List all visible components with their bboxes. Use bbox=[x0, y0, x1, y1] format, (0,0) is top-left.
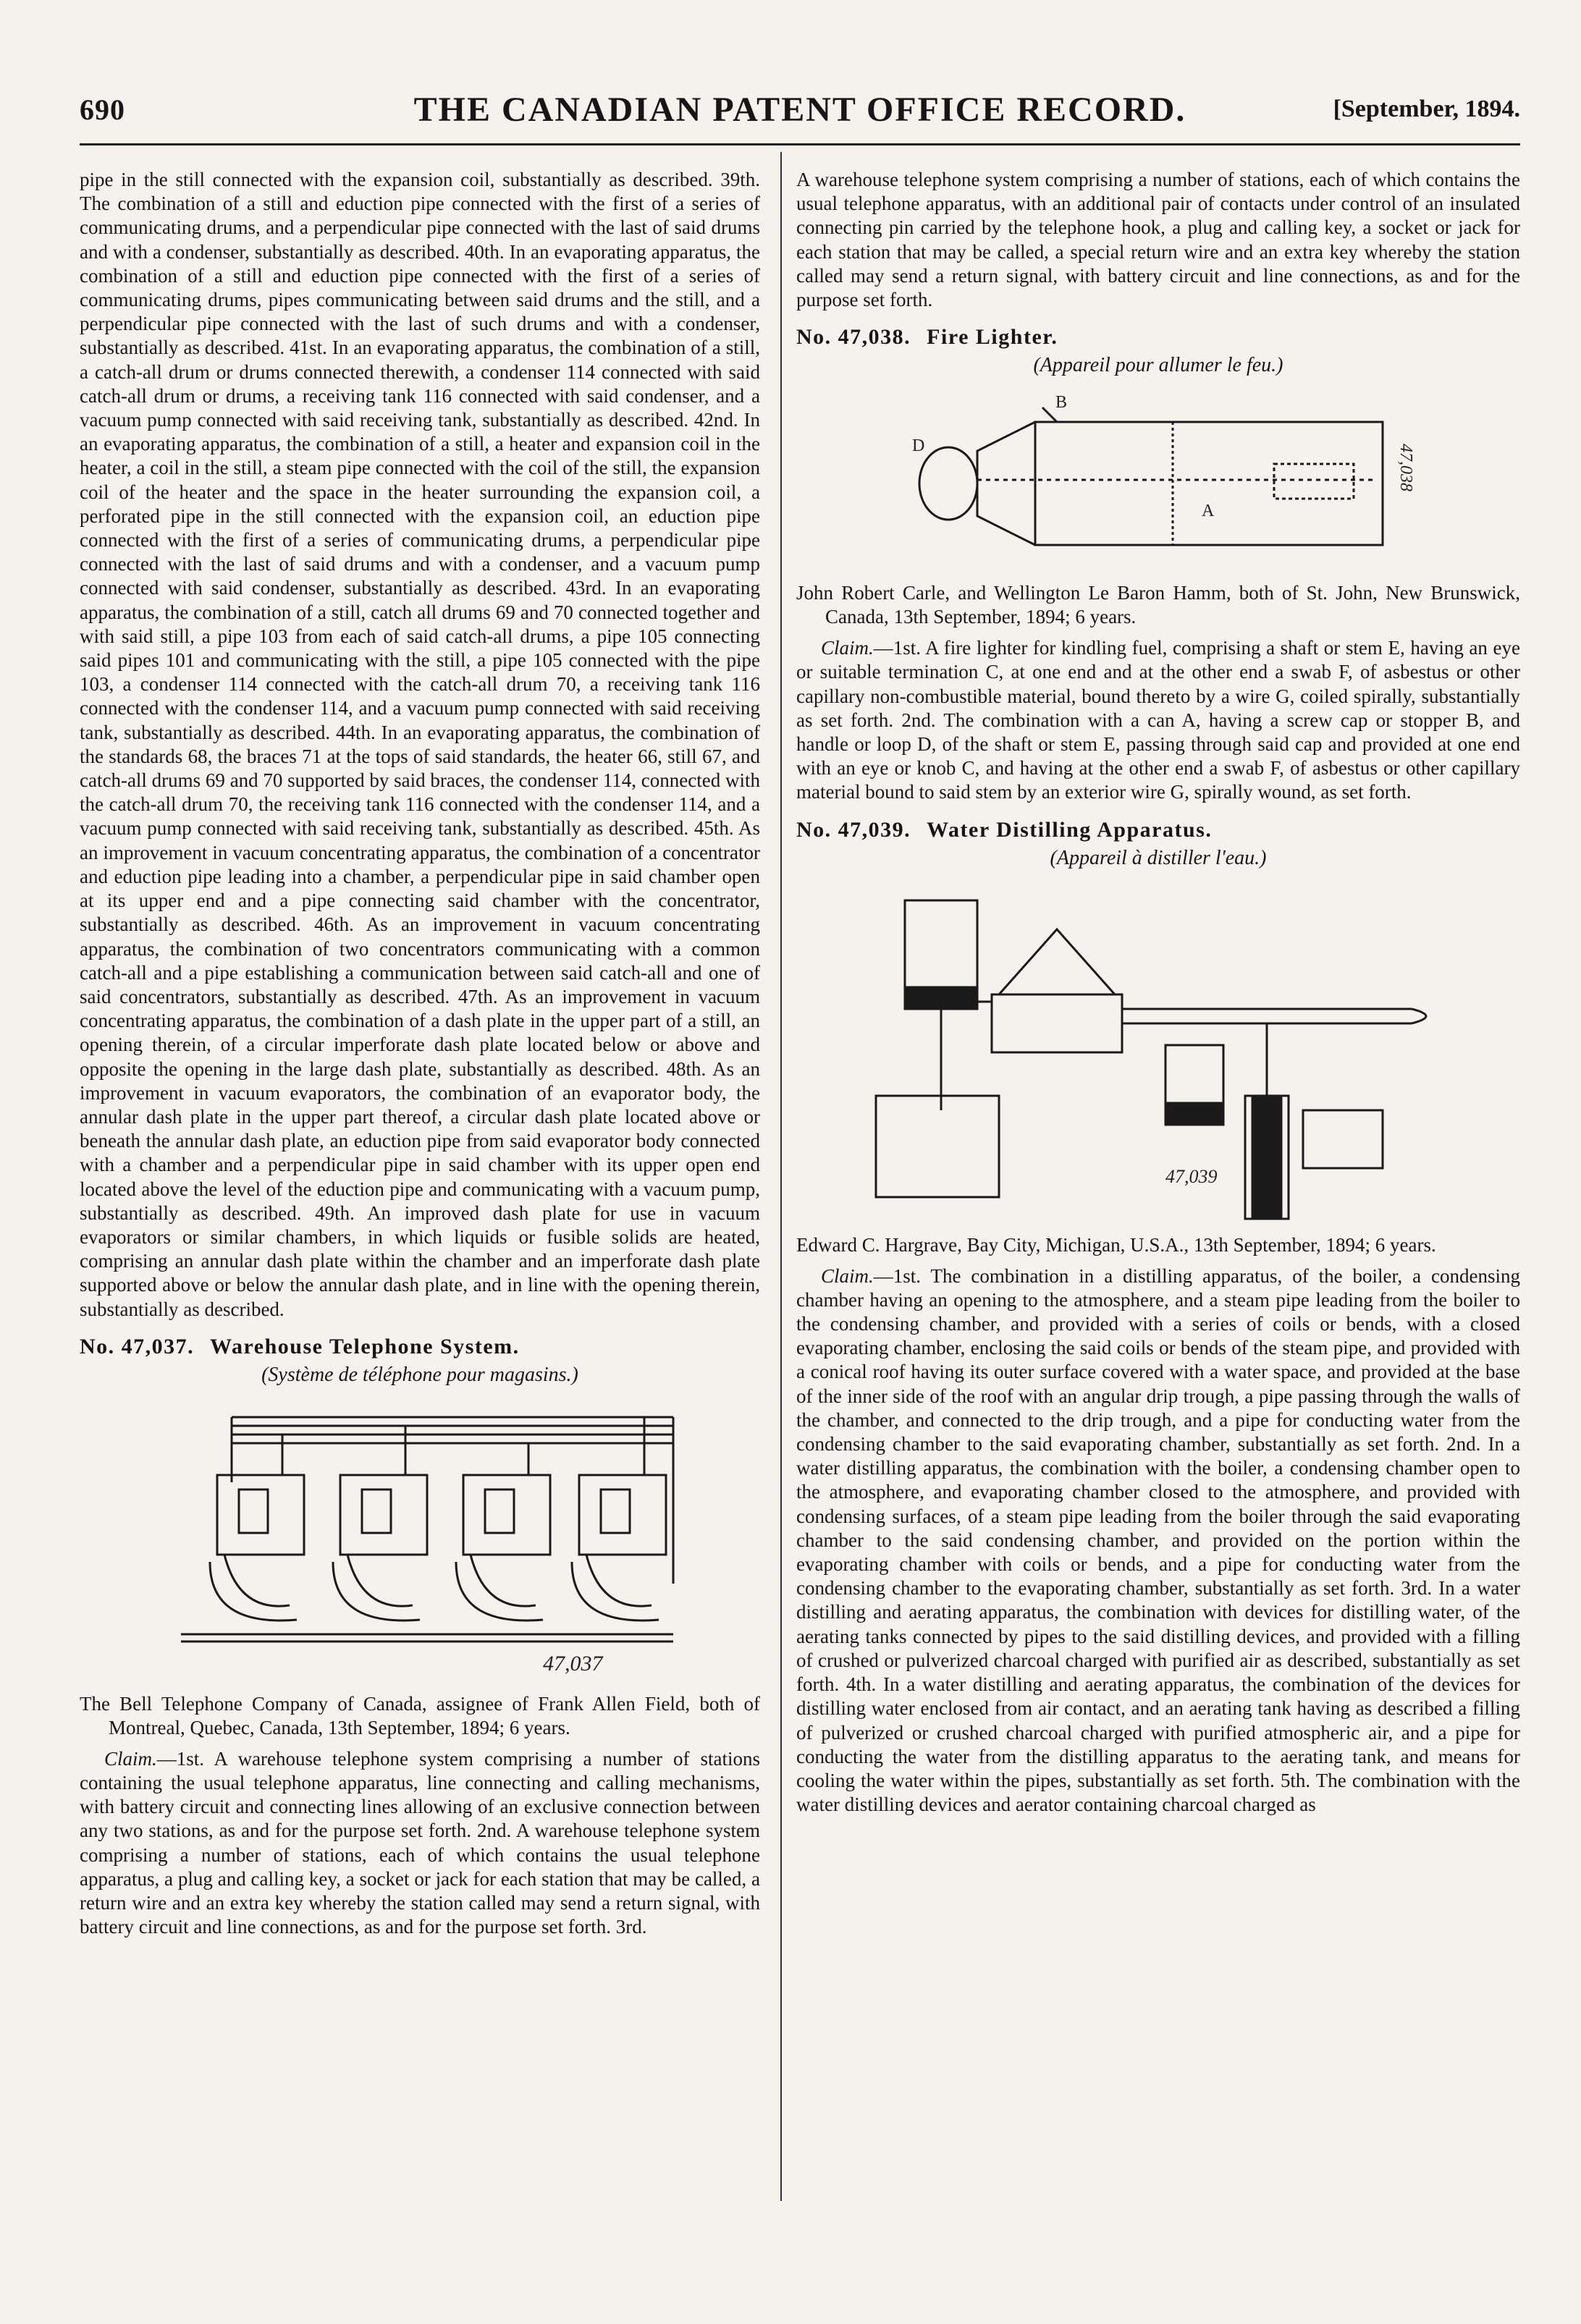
journal-title: THE CANADIAN PATENT OFFICE RECORD. bbox=[413, 90, 1186, 129]
svg-text:A: A bbox=[1202, 502, 1215, 521]
patent-number: No. 47,039. bbox=[796, 817, 911, 842]
patent-inventor: The Bell Telephone Company of Canada, assignee of Frank Allen Field, both of Montreal, Quebec, Canada, 13th September, 1894; 6 years. bbox=[80, 1692, 760, 1738]
patent-number: No. 47,037. bbox=[80, 1334, 195, 1359]
claim-text: —1st. The combination in a distilling apparatus, of the boiler, a condensing chamber having an opening to the atmosphere, and a steam pipe leading from the boiler to the condensing chamber, and provided with a series of coils or bends, with a closed evaporating chamber, enclosing the said coils or bends of the steam pipe, and provided with a conical roof having its outer surface covered with a water space, and provided at the base of the inner side of the roof with an angular drip trough, a pipe passing through the walls of the chamber, and connected to the drip trough, and a pipe for conducting water from the condensing chamber to the said evaporating chamber, substantially as set forth. 2nd. In a water distilling apparatus, the combination with the boiler, a condensing chamber open to the atmosphere, and evaporating chamber closed to the atmosphere, and provided with condensing surfaces, of a steam pipe leading from the boiler through the said evaporating chamber to the said condensing chamber, and provided on the portion within the evaporating chamber with coils or bends, and a pipe for conducting water from the condensing chamber to the evaporating chamber, substantially as set forth. 3rd. In a water distilling and aerating apparatus, the combination with devices for distilling water, of the aerating tanks connected by pipes to the said distilling devices, and provided with a filling of crushed or pulverized charcoal charged with purified air as described, substantially as set forth. 4th. In a water distilling and aerating apparatus, the combination of the devices for distilling water enclosed from air contact, and an aerating tank having as described a filling of pulverized or crushed charcoal charged with purified atmospheric air, and a pipe for conducting the water from the distilling apparatus to the aerating tank, and means for cooling the water within the pipes, substantially as set forth. 5th. The combination with the water distilling devices and aerator containing charcoal charged as bbox=[796, 1264, 1520, 1816]
patent-french-title: (Appareil à distiller l'eau.) bbox=[1050, 846, 1267, 869]
patent-claims bbox=[796, 636, 1520, 804]
page-number: 690 bbox=[80, 93, 125, 126]
patent-french-title: (Système de téléphone pour magasins.) bbox=[261, 1363, 578, 1386]
patent-title: Water Distilling Apparatus. bbox=[927, 817, 1213, 842]
patent-claims bbox=[796, 1264, 1520, 1817]
telephone-system-figure bbox=[138, 1395, 702, 1685]
svg-text:D: D bbox=[912, 436, 925, 456]
right-column bbox=[796, 168, 1520, 1817]
claim-label: Claim. bbox=[104, 1747, 157, 1770]
continued-claims-text: pipe in the still connected with the expansion coil, substantially as described. 39th. The combination of a still and eduction pipe connected with the first of a series of communicating drums, and a perpendicular pipe connected with the last of said drums and with a condenser, substantially as described. 40th. In an evaporating apparatus, the combination of a still and eduction pipe connected with the first of a series of communicating drums, pipes communicating between said drums and the still, and a perpendicular pipe connected with the last of such drums and with a condenser, substantially as described. 41st. In an evaporating apparatus, the combination of a still, a catch-all drum or drums connected therewith, a condenser 114 connected with said catch-all drum or drums, a receiving tank 116 connected with said condenser, and a vacuum pump connected with said receiving tank, substantially as described. 42nd. In an evaporating apparatus, the combination of a still, a heater and expansion coil in the heater, a coil in the still, a steam pipe connected with the coil of the still, the expansion coil of the heater and the space in the heater surrounding the expansion coil, a perforated pipe in the still connected with the expansion coil, an eduction pipe connected with the first of a series of communicating drums, a perpendicular pipe connected with the last of said drums and with a condenser, and a vacuum pump connected with said condenser, substantially as described. 43rd. In an evaporating apparatus, the combination of a still, catch all drums 69 and 70 connected together and with said still, a pipe 103 from each of said catch-all drums, a pipe 105 connecting said pipes 101 and communicating with the still, a pipe 105 connected with the pipe 103, a condenser 114 connected with the catch-all drum 70, a receiving tank 116 connected with the condenser 114, and a vacuum pump connected with said receiving tank, substantially as described. 44th. In an evaporating apparatus, the combination of the standards 68, the braces 71 at the tops of said standards, the heater 66, still 67, and catch-all drums 69 and 70 supported by said braces, the condenser 114, connected with the catch-all drum 70, the receiving tank 116 connected with the condenser 114, and a vacuum pump connected with said receiving tank, substantially as described. 45th. As an improvement in vacuum concentrating apparatus, the combination of a concentrator and eduction pipe leading into a chamber, a perpendicular pipe in said chamber open at its upper end and a pipe connecting said chamber with the concentrator, substantially as described. 46th. As an improvement in vacuum concentrating apparatus, the combination of two concentrators communicating with a common catch-all and a pipe establishing a communication between said catch-all and one of said concentrators, substantially as described. 47th. As an improvement in vacuum concentrating apparatus, the combination of a dash plate in the upper part of a still, an opening therein, of a circular imperforate dash plate located below or above and opposite the opening in the large dash plate, substantially as described. 48th. As an improvement in vacuum evaporators, the combination of an evaporator body, the annular dash plate in the upper part thereof, a circular dash plate located above or beneath the annular dash plate, an eduction pipe from said evaporator body connected with a chamber and a perpendicular pipe in said chamber with its upper open end located above the level of the eduction pipe and communicating with a vacuum pump, substantially as described. 49th. An improved dash plate for use in vacuum evaporators or similar chambers, in which liquids or fusible solids are heated, comprising an annular dash plate within the chamber and an imperforate dash plate supported above or below the annular dash plate, and in line with the opening therein, substantially as described. bbox=[80, 169, 760, 1320]
patent-inventor: John Robert Carle, and Wellington Le Baron Hamm, both of St. John, New Brunswick, Canada, 13th September, 1894; 6 years. bbox=[796, 582, 1520, 628]
patent-number: No. 47,038. bbox=[796, 325, 911, 350]
claim-text: —1st. A warehouse telephone system comprising a number of stations containing the usual telephone apparatus, line connecting and calling mechanisms, with battery circuit and connecting lines allowing of an exclusive connection between any two stations, as and for the purpose set forth. 2nd. A warehouse telephone system comprising a number of stations, each of which contains the usual telephone apparatus, a plug and calling key, a socket or jack for each station that may be called, a return wire and an extra key whereby the station called may send a return signal, with battery circuit and line connections, as and for the purpose set forth. 3rd. bbox=[80, 1747, 760, 1938]
patent-title: Fire Lighter. bbox=[927, 325, 1058, 350]
continued-claims-text-right: A warehouse telephone system comprising a number of stations, each of which contains the usual telephone apparatus, with an additional pair of contacts under control of an insulated connecting pin carried by the telephone hook, a plug and calling key, a socket or jack for each station that may be called, a special return wire and an extra key whereby the station called may send a return signal, with battery circuit and line connections, as and for the purpose set forth. bbox=[796, 169, 1520, 311]
figure-label: 47,037 bbox=[543, 1651, 603, 1676]
water-distilling-figure bbox=[861, 879, 1455, 1226]
patent-claims bbox=[80, 1747, 760, 1940]
claim-text: —1st. A fire lighter for kindling fuel, comprising a shaft or stem E, having an eye or suitable termination C, at one end and at the other end a swab F, of asbestus or other capillary non-combustible material, bound thereto by a wire G, coiled spirally, substantially as set forth. 2nd. The combination with a can A, having a screw cap or stopper B, and handle or loop D, of the shaft or stem E, passing through said cap and provided at one end with an eye or knob C, and having at the other end a swab F, of asbestus or other capillary material bound to said stem by an exterior wire G, spirally wound, as set forth. bbox=[796, 637, 1520, 803]
patent-inventor: Edward C. Hargrave, Bay City, Michigan, U.S.A., 13th September, 1894; 6 years. bbox=[796, 1233, 1436, 1256]
figure-label: 47,039 bbox=[1165, 1165, 1218, 1187]
fire-lighter-figure bbox=[869, 386, 1448, 574]
header-rule bbox=[80, 143, 1520, 145]
patent-title: Warehouse Telephone System. bbox=[210, 1334, 520, 1359]
svg-text:B: B bbox=[1055, 393, 1068, 413]
figure-label: 47,038 bbox=[1396, 444, 1415, 492]
issue-date: [September, 1894. bbox=[1333, 96, 1520, 122]
page-header bbox=[80, 90, 1520, 136]
column-divider bbox=[780, 152, 782, 2201]
claim-label: Claim. bbox=[821, 1264, 874, 1287]
patent-heading-47037 bbox=[80, 1335, 760, 1359]
patent-heading-47038 bbox=[796, 325, 1520, 350]
claim-label: Claim. bbox=[821, 637, 874, 659]
left-column bbox=[80, 168, 760, 1939]
patent-french-title: (Appareil pour allumer le feu.) bbox=[1033, 354, 1283, 377]
patent-heading-47039 bbox=[796, 818, 1520, 842]
